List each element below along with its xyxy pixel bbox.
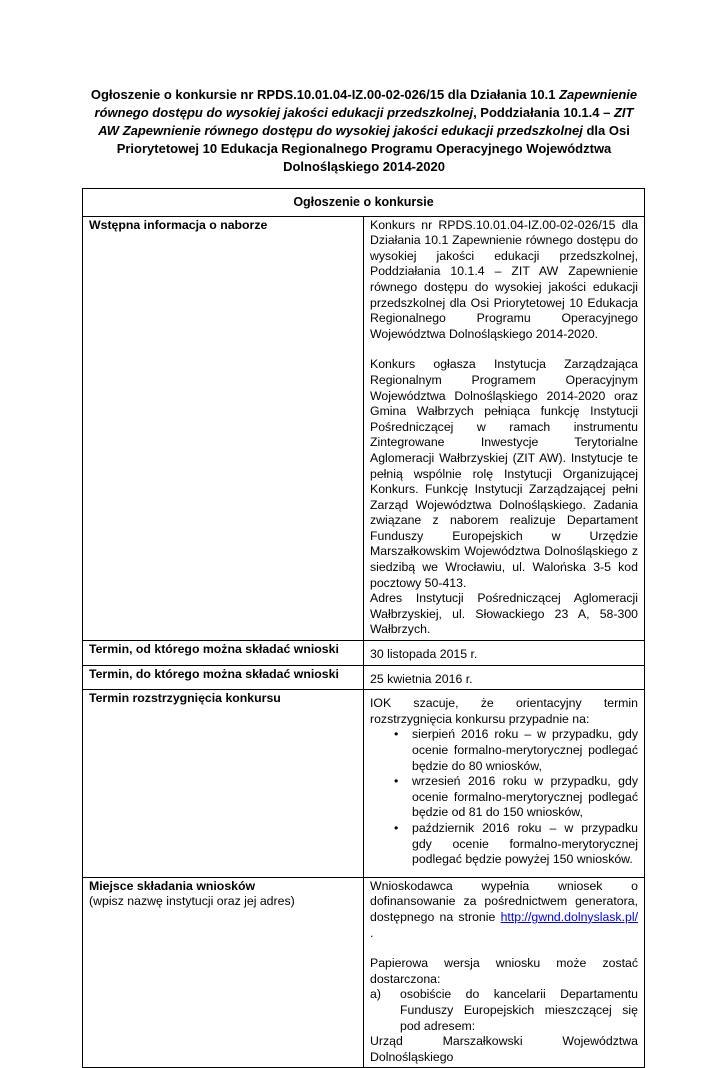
table-row xyxy=(83,216,645,640)
paper-version-intro: Papierowa wersja wniosku może zostać dostarczona: xyxy=(370,956,638,986)
title-part-3: , Poddziałania 10.1.4 – xyxy=(473,105,614,120)
initial-info-paragraph-3: Adres Instytucji Pośredniczącej Aglomeracji Wałbrzyskiej, ul. Słowackiego 23 A, 58-300 Wałbrzych. xyxy=(370,591,638,637)
row-label-end-date: Termin, do którego można składać wnioski xyxy=(83,665,364,690)
list-item: • sierpień 2016 roku – w przypadku, gdy ocenie formalno-merytorycznej podlegać będzie do 80 wniosków, xyxy=(412,727,638,774)
table-row xyxy=(83,690,645,878)
list-item: • wrzesień 2016 roku w przypadku, gdy ocenie formalno-merytorycznej podlegać będzie od 81 do 150 wniosków, xyxy=(412,774,638,821)
row-label-initial-info: Wstępna informacja o naborze xyxy=(83,216,364,640)
title-part-5: dla Osi Priorytetowej 10 Edukacja Regionalnego Programu Operacyjnego Województwa Dolnośląskiego 2014-2020 xyxy=(116,123,630,174)
row-value-submission-place xyxy=(364,877,645,1068)
delivery-option-a xyxy=(370,987,638,1034)
initial-info-paragraph-2: Konkurs ogłasza Instytucja Zarządzająca Regionalnym Programem Operacyjnym Województwa Dolnośląskiego 2014-2020 oraz Gmina Wałbrzych pełniąca funkcję Instytucji Pośredniczącej w ramach instrumentu Zintegrowane Inwestycje Terytorialne Aglomeracji Wałbrzyskiej (ZIT AW). Instytucje te pełnią wspólnie rolę Instytucji Organizującej Konkurs. Funkcję Instytucji Zarządzającej pełni Zarząd Województwa Dolnośląskiego. Zadania związane z naborem realizuje Departament Funduszy Europejskich w Urzędzie Marszałkowskim Województwa Dolnośląskiego z siedzibą we Wrocławiu, ul. Walońska 3-5 kod pocztowy 50-413. xyxy=(370,357,638,590)
office-address: Urząd Marszałkowski Województwa Dolnośląskiego xyxy=(370,1034,638,1064)
generator-link[interactable]: http://gwnd.dolnyslask.pl/ xyxy=(500,909,638,924)
page-title xyxy=(84,86,644,176)
row-label-resolution-date: Termin rozstrzygnięcia konkursu xyxy=(83,690,364,878)
row-value-end-date: 25 kwietnia 2016 r. xyxy=(364,665,645,690)
row-value-resolution-date xyxy=(364,690,645,878)
title-part-2: Zapewnienie równego dostępu do wysokiej jakości edukacji przedszkolnej xyxy=(94,87,638,120)
list-item: • październik 2016 roku – w przypadku gdy ocenie formalno-merytorycznej podlegać będzie powyżej 150 wniosków. xyxy=(412,821,638,868)
announcement-table xyxy=(82,188,645,1068)
submission-place-sublabel: (wpisz nazwę instytucji oraz jej adres) xyxy=(89,894,295,909)
row-label-start-date: Termin, od którego można składać wnioski xyxy=(83,641,364,666)
row-value-start-date: 30 listopada 2015 r. xyxy=(364,641,645,666)
row-label-submission-place xyxy=(83,877,364,1068)
initial-info-paragraph-1: Konkurs nr RPDS.10.01.04-IZ.00-02-026/15 dla Działania 10.1 Zapewnienie równego dostępu do wysokiej jakości edukacji przedszkolnej, Poddziałania 10.1.4 – ZIT AW Zapewnienie równego dostępu do wysokiej jakości edukacji przedszkolnej dla Osi Priorytetowej 10 Edukacja Regionalnego Programu Operacyjnego Województwa Dolnośląskiego 2014-2020. xyxy=(370,217,638,341)
title-part-1: Ogłoszenie o konkursie nr RPDS.10.01.04-IZ.00-02-026/15 dla Działania 10.1 xyxy=(90,87,556,102)
table-row xyxy=(83,665,645,690)
generator-text-end: . xyxy=(370,925,374,940)
resolution-intro: IOK szacuje, że orientacyjny termin rozstrzygnięcia konkursu przypadnie na: xyxy=(370,696,638,726)
table-header-row xyxy=(83,189,645,217)
submission-place-label: Miejsce składania wniosków xyxy=(89,878,256,893)
generator-text: Wnioskodawca wypełnia wniosek o dofinansowanie za pośrednictwem generatora, dostępnego na stronie xyxy=(370,878,638,924)
table-row xyxy=(83,877,645,1068)
resolution-bullet-list xyxy=(370,727,638,867)
delivery-option-text: osobiście do kancelarii Departamentu Funduszy Europejskich mieszczącej się pod adresem: xyxy=(400,987,638,1033)
title-part-4: ZIT AW Zapewnienie równego dostępu do wysokiej jakości edukacji przedszkolnej xyxy=(98,105,634,138)
row-value-initial-info xyxy=(364,216,645,640)
delivery-option-marker: a) xyxy=(370,987,381,1002)
table-header: Ogłoszenie o konkursie xyxy=(83,189,645,217)
generator-paragraph xyxy=(370,879,638,941)
table-row xyxy=(83,641,645,666)
